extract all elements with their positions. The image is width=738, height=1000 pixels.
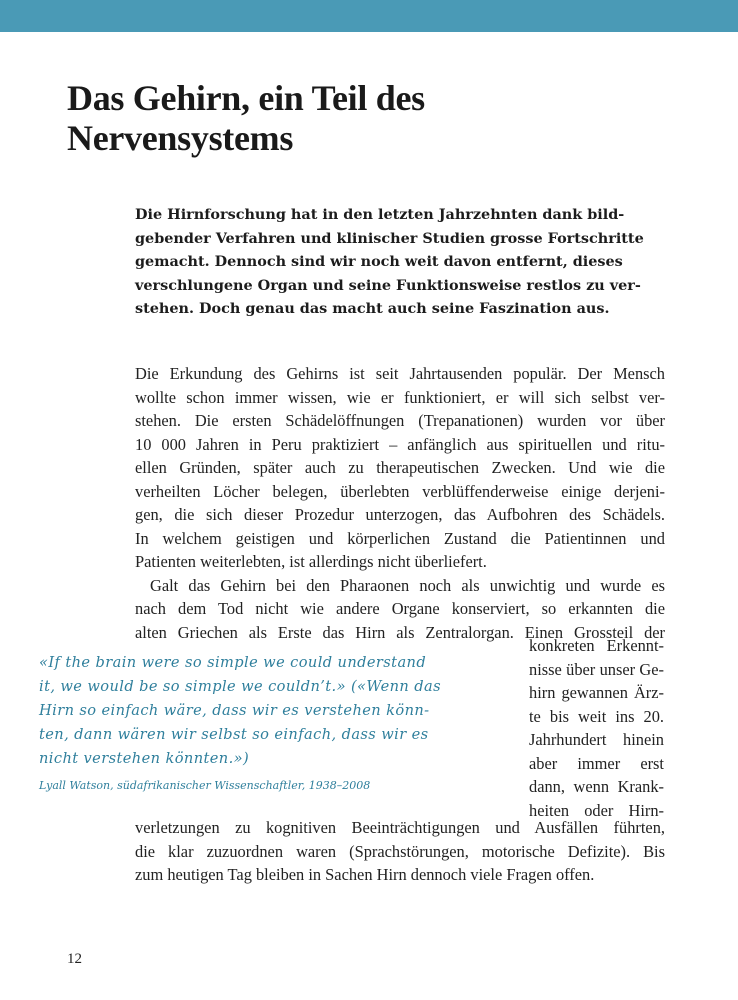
body-line: Die Erkundung des Gehirns ist seit Jahrtausenden populär. Der Mensch xyxy=(135,364,665,383)
body-line: nisse über unser Ge- xyxy=(529,659,664,679)
body-line: In welchem geistigen und körperlichen Zustand die Patientinnen und xyxy=(135,528,665,548)
body-line: nach dem Tod nicht wie andere Organe konserviert, so erkannten die xyxy=(135,599,665,618)
page-number: 12 xyxy=(67,951,82,967)
quote-line: ten, dann wären wir selbst so einfach, dass wir es xyxy=(39,726,429,743)
body-line: alten Griechen als Erste das Hirn als Zentralorgan. Einen Grossteil der xyxy=(135,622,665,642)
header-color-bar xyxy=(0,0,738,32)
body-line: ellen Gründen, später auch zu therapeutischen Zwecken. Und wie die xyxy=(135,458,665,477)
body-line: te bis weit ins 20. xyxy=(529,706,664,726)
quote-line: it, we would be so simple we couldn’t.» («Wenn das xyxy=(39,678,441,695)
lead-line: gemacht. Dennoch sind wir noch weit davon entfernt, dieses xyxy=(135,253,623,271)
body-text-closing xyxy=(135,816,665,887)
pull-quote xyxy=(39,651,509,771)
body-text-side-column xyxy=(529,634,664,822)
body-line: die klar zuzuordnen waren (Sprachstörungen, motorische Defizite). Bis xyxy=(135,841,665,861)
body-line: zum heutigen Tag bleiben in Sachen Hirn dennoch viele Fragen offen. xyxy=(135,865,595,884)
body-line: Jahrhundert hinein xyxy=(529,730,664,749)
quote-line: «If the brain were so simple we could understand xyxy=(39,654,427,671)
lead-paragraph xyxy=(135,203,665,321)
body-line: Galt das Gehirn bei den Pharaonen noch als unwichtig und wurde es xyxy=(150,575,665,595)
lead-line: gebender Verfahren und klinischer Studien grosse Fortschritte xyxy=(135,229,644,247)
body-line: Patienten weiterlebten, ist allerdings nicht überliefert. xyxy=(135,552,487,571)
title-line: Nervensystems xyxy=(67,118,294,158)
page-title xyxy=(67,78,687,158)
body-line: dann, wenn Krank- xyxy=(529,777,664,796)
lead-line: verschlungene Organ und seine Funktionsweise restlos zu ver- xyxy=(135,276,641,294)
body-line: aber immer erst xyxy=(529,753,664,773)
body-line: gen, die sich dieser Prozedur unterzogen, das Aufbohren des Schädels. xyxy=(135,505,665,524)
body-line: hirn gewannen Ärz- xyxy=(529,683,664,702)
body-line: konkreten Erkennt- xyxy=(529,636,664,655)
title-line: Das Gehirn, ein Teil des xyxy=(67,78,425,118)
body-line: stehen. Die ersten Schädelöffnungen (Trepanationen) wurden vor über xyxy=(135,411,665,430)
body-line: heiten oder Hirn- xyxy=(529,800,664,820)
quote-line: nicht verstehen könnten.») xyxy=(39,750,250,767)
quote-line: Hirn so einfach wäre, dass wir es verstehen könn- xyxy=(39,702,430,719)
lead-line: stehen. Doch genau das macht auch seine Faszination aus. xyxy=(135,300,610,318)
quote-attribution: Lyall Watson, südafrikanischer Wissenschaftler, 1938–2008 xyxy=(39,779,371,792)
lead-line: Die Hirnforschung hat in den letzten Jahrzehnten dank bild- xyxy=(135,206,625,223)
body-line: verheilten Löcher belegen, überlebten verblüffenderweise einige derjeni- xyxy=(135,481,665,501)
body-line: verletzungen zu kognitiven Beeinträchtigungen und Ausfällen führten, xyxy=(135,818,665,837)
body-line: 10 000 Jahren in Peru praktiziert – anfänglich aus spirituellen und ritu- xyxy=(135,434,665,454)
body-text xyxy=(135,362,665,644)
body-line: wollte schon immer wissen, wie er funktioniert, er will sich selbst ver- xyxy=(135,387,665,407)
